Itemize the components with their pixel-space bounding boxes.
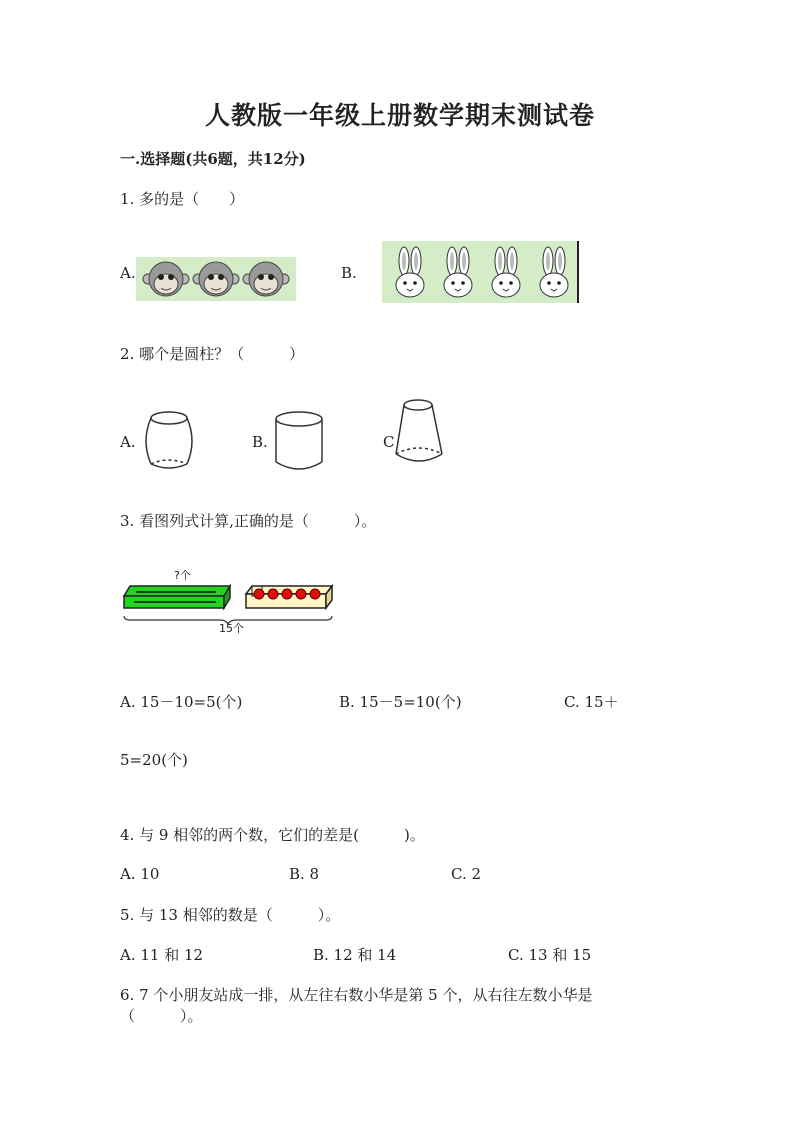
question-1-option-a-label: A. [120,264,136,282]
question-4-option-a: A. 10 [120,865,160,883]
total-count-label: 15个 [219,622,244,635]
question-1-text: 1. 多的是（ ） [120,190,245,208]
question-3-option-b: B. 15－5=10(个) [339,693,462,711]
page-title: 人教版一年级上册数学期末测试卷 [204,101,595,130]
question-5-text: 5. 与 13 相邻的数是（ ）。 [120,906,341,924]
question-2-text: 2. 哪个是圆柱？（ ） [120,345,305,363]
question-5-option-c: C. 13 和 15 [508,946,592,964]
section-heading: 一.选择题(共6题，共12分) [120,150,306,168]
question-6-text: 6. 7 个小朋友站成一排，从左往右数小华是第 5 个，从右往左数小华是 [120,986,593,1004]
question-3-text: 3. 看图列式计算,正确的是（ ）。 [120,512,377,530]
question-3-option-c: C. 15＋ [564,693,619,711]
monkeys-image [136,257,296,301]
barrel-shape-image [141,410,197,472]
question-4-option-c: C. 2 [451,865,482,883]
cylinder-image [272,410,326,472]
question-1-option-b-label: B. [341,264,357,282]
question-4-text: 4. 与 9 相邻的两个数，它们的差是( )。 [120,826,425,844]
unknown-count-label: ?个 [174,569,191,582]
question-5-option-b: B. 12 和 14 [313,946,397,964]
counting-diagram [120,566,338,638]
rabbits-image [382,241,580,303]
cone-frustum-image [392,396,448,468]
question-3-option-c-continued: 5=20(个) [120,751,188,769]
question-4-option-b: B. 8 [289,865,320,883]
question-5-option-a: A. 11 和 12 [120,946,204,964]
question-2-option-c-label: C [383,433,395,451]
question-6-text-continued: （ ）。 [120,1007,203,1025]
question-2-option-a-label: A. [120,433,136,451]
question-3-option-a: A. 15－10=5(个) [120,693,243,711]
question-2-option-b-label: B. [252,433,268,451]
